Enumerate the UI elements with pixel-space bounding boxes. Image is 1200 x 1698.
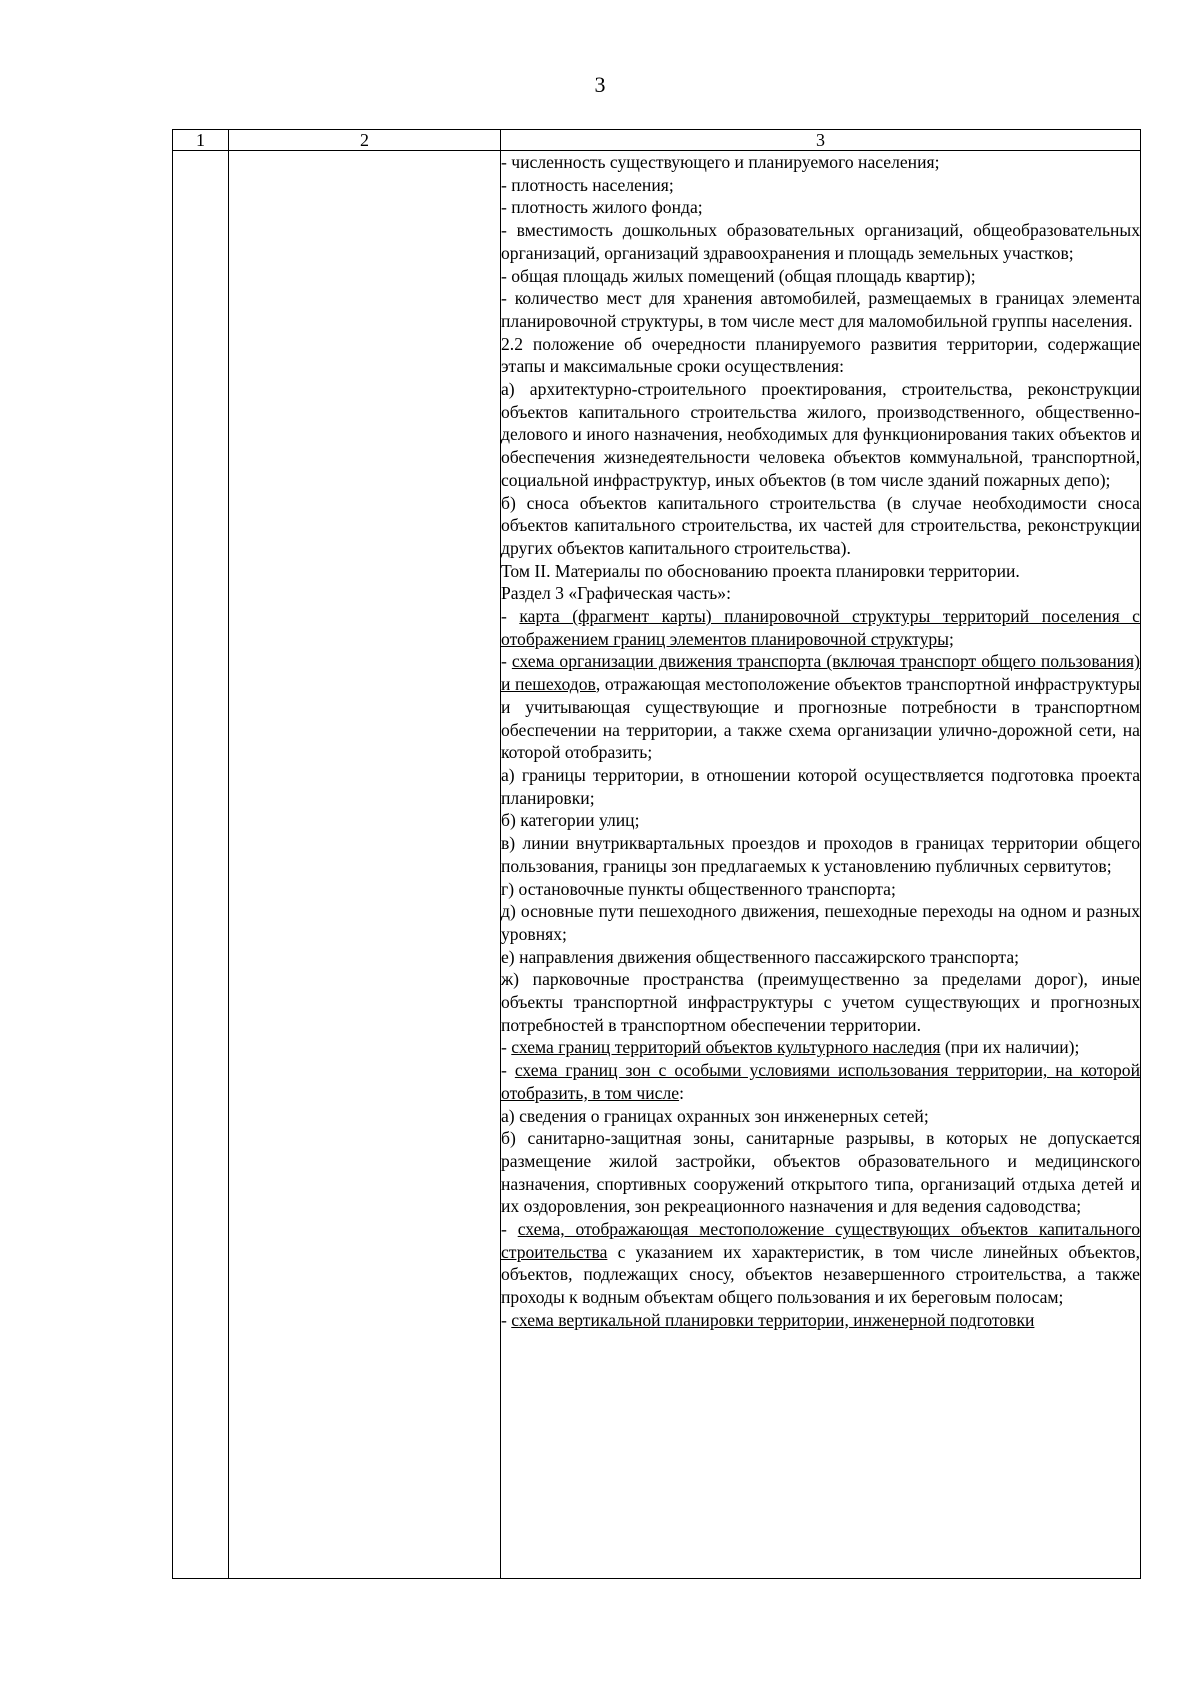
text-segment: Том II. Материалы по обоснованию проекта планировки территории. [501,560,1020,581]
paragraph [501,492,1140,560]
paragraph [501,1309,1140,1332]
paragraph [501,333,1140,378]
paragraph [501,900,1140,945]
text-segment: а) границы территории, в отношении которой осуществляется подготовка проекта планировки; [501,764,1140,808]
text-segment: , отражающая местоположение объектов транспортной инфраструктуры и учитывающая существующие и прогнозные потребности в транспортном обеспечении на территории, а также схема организации улично-дорожной сети, на которой отобразить; [501,674,1140,763]
text-segment: - [501,606,520,627]
underlined-text: карта (фрагмент карты) планировочной структуры территорий поселения с отображением границ элементов планировочной структуры; [501,606,1140,649]
text-segment: - [501,1309,512,1330]
paragraph [501,832,1140,877]
paragraph [501,582,1140,605]
paragraph [501,946,1140,969]
cell-column-3 [501,151,1141,1579]
requirements-table [172,129,1141,1579]
paragraph [501,968,1140,1036]
text-segment: - [501,1037,512,1058]
text-segment: а) архитектурно-строительного проектирования, строительства, реконструкции объектов капитального строительства жилого, производственного, общественно-делового и иного назначения, необходимых для функционирования таких объектов и обеспечения жизнедеятельности человека объектов коммунальной, транспортной, социальной инфраструктур, иных объектов (в том числе зданий пожарных депо); [501,379,1140,490]
paragraph [501,1127,1140,1218]
column-header-1: 1 [173,130,229,151]
cell-column-1 [173,151,229,1579]
text-segment: б) сноса объектов капитального строительства (в случае необходимости сноса объектов капитального строительства, их частей для строительства, реконструкции других объектов капитального строительства). [501,492,1140,558]
text-segment: - общая площадь жилых помещений (общая площадь квартир); [501,265,976,286]
text-segment: а) сведения о границах охранных зон инженерных сетей; [501,1105,929,1126]
text-segment: (при их наличии); [940,1037,1080,1058]
table-row [173,151,1141,1579]
paragraph [501,650,1140,764]
text-segment: - плотность населения; [501,174,674,195]
paragraph [501,809,1140,832]
requirements-text [501,151,1140,1332]
table-header-row [173,130,1141,151]
text-segment: - [501,1219,518,1240]
text-segment: - вместимость дошкольных образовательных организаций, общеобразовательных организаций, организаций здравоохранения и площадь земельных участков; [501,220,1140,263]
text-segment: - [501,651,512,672]
text-segment: с указанием их характеристик, в том числе линейных объектов, объектов, подлежащих сносу, объектов незавершенного строительства, а также проходы к водным объектам общего пользования и их береговым полосам; [501,1241,1140,1308]
text-segment: - плотность жилого фонда; [501,197,703,218]
column-header-3: 3 [501,130,1141,151]
paragraph [501,219,1140,264]
paragraph [501,1059,1140,1104]
text-segment: е) направления движения общественного пассажирского транспорта; [501,946,1020,967]
text-segment: - количество мест для хранения автомобилей, размещаемых в границах элемента планировочной структуры, в том числе мест для маломобильной группы населения. [501,288,1140,331]
underlined-text: схема границ территорий объектов культурного наследия [511,1037,941,1058]
paragraph [501,605,1140,650]
paragraph [501,878,1140,901]
text-segment: б) категории улиц; [501,810,640,831]
paragraph [501,560,1140,583]
paragraph [501,151,1140,174]
underlined-text: схема вертикальной планировки территории, инженерной подготовки [511,1309,1035,1330]
text-segment: - численность существующего и планируемого населения; [501,152,940,172]
paragraph [501,265,1140,288]
text-segment: б) санитарно-защитная зоны, санитарные разрывы, в которых не допускается размещение жилой застройки, объектов образовательного и медицинского назначения, спортивных сооружений открытого типа, организаций отдыха детей и их оздоровления, зон рекреационного назначения и для ведения садоводства; [501,1128,1140,1217]
paragraph [501,1218,1140,1309]
text-segment: 2.2 положение об очередности планируемого развития территории, содержащие этапы и максимальные сроки осуществления: [501,333,1140,377]
cell-column-2 [229,151,501,1579]
paragraph [501,1036,1140,1059]
text-segment: Раздел 3 «Графическая часть»: [501,583,731,604]
text-segment: г) остановочные пункты общественного транспорта; [501,878,896,899]
text-segment: ж) парковочные пространства (преимущественно за пределами дорог), иные объекты транспортной инфраструктуры с учетом существующих и прогнозных потребностей в транспортном обеспечении территории. [501,969,1140,1035]
text-segment: : [679,1082,684,1103]
text-segment: д) основные пути пешеходного движения, пешеходные переходы на одном и разных уровнях; [501,901,1140,944]
page-number: 3 [594,72,606,97]
paragraph [501,196,1140,219]
paragraph [501,174,1140,197]
underlined-text: схема границ зон с особыми условиями использования территории, на которой отобразить, в том числе [501,1060,1140,1103]
text-segment: - [501,1060,515,1081]
paragraph [501,764,1140,809]
column-header-2: 2 [229,130,501,151]
paragraph [501,287,1140,332]
paragraph [501,378,1140,492]
underlined-text: схема организации движения транспорта (включая транспорт общего пользования) и пешеходов [501,651,1140,695]
underlined-text: схема, отображающая местоположение существующих объектов капитального строительства [501,1219,1141,1262]
text-segment: в) линии внутриквартальных проездов и проходов в границах территории общего пользования, границы зон предлагаемых к установлению публичных сервитутов; [501,833,1140,876]
paragraph [501,1105,1140,1128]
